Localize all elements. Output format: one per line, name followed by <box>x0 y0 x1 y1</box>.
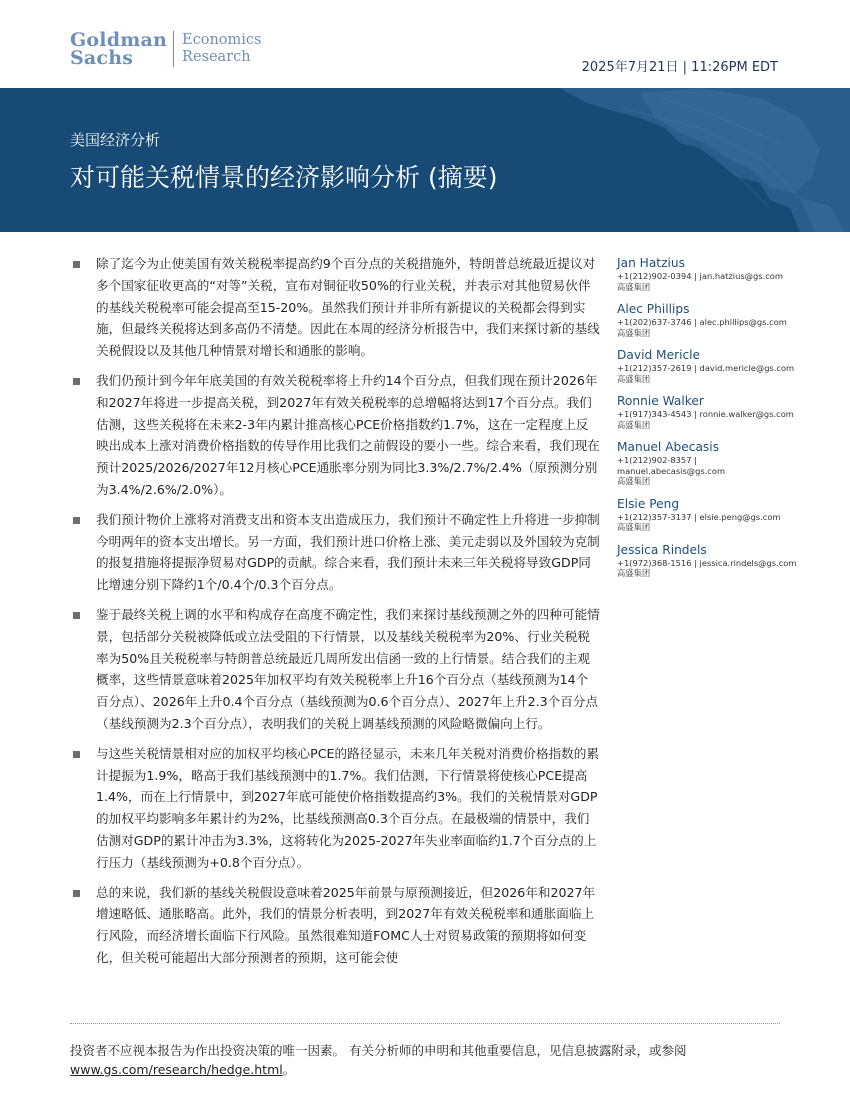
bullet-square-icon <box>73 890 80 897</box>
author-name: Manuel Abecasis <box>617 440 720 454</box>
author-contact[interactable]: +1(202)637-3746 | alec.phillips@gs.com <box>617 317 787 327</box>
bullet-text: 除了迄今为止使美国有效关税税率提高约9个百分点的关税措施外，特朗普总统最近提议对多个国家征收更高的“对等”关税，宣布对铜征收50%的行业关税，并表示对其他贸易伙伴的基线关税税率可能会提高至15-20%。虽然我们预计并非所有新提议的关税都会得到实施，但最终关税将达到多高仍不清楚。因此在本周的经济分析报告中，我们来探讨新的基线关税假设以及其他几种情景对增长和通胀的影响。 <box>96 256 600 359</box>
logo-line1: Goldman <box>70 29 168 51</box>
disclosure-end: 。 <box>282 1062 296 1077</box>
bullet-text: 总的来说，我们新的基线关税假设意味着2025年前景与原预测接近，但2026年和2027年增速略低、通胀略高。此外，我们的情景分析表明，到2027年有效关税税率和通胀面临上行风险，而经济增长面临下行风险。虽然很难知道FOMC人士对贸易政策的预期将如何变化，但关税可能超出大部分预测者的预期，这可能会使 <box>96 884 596 965</box>
bullet-item <box>70 604 600 735</box>
author-name: Ronnie Walker <box>617 394 704 408</box>
logo-line2: Sachs <box>70 47 134 69</box>
bullet-item <box>70 743 600 874</box>
bullet-square-icon <box>73 261 80 268</box>
author-firm: 高盛集团 <box>617 568 651 578</box>
author-list <box>617 255 797 588</box>
bullet-text: 鉴于最终关税上调的水平和构成存在高度不确定性，我们来探讨基线预测之外的四种可能情景，包括部分关税被降低或立法受阻的下行情景，以及基线关税税率为20%、行业关税税率为50%且关税税率与特朗普总统最近几周所发出信函一致的上行情景。结合我们的主观概率，这些情景意味着2025年加权平均有效关税税率上升16个百分点（基线预测为14个百分点）、2026年上升0.4个百分点（基线预测为0.6个百分点）、2027年上升2.3个百分点（基线预测为2.3个百分点），表明我们的关税上调基线预测的风险略微偏向上行。 <box>96 606 600 731</box>
title-banner <box>0 88 850 232</box>
disclosure-link[interactable]: www.gs.com/research/hedge.html <box>70 1062 283 1077</box>
author-contact[interactable]: +1(212)357-2619 | david.mericle@gs.com <box>617 363 795 373</box>
author-name: David Mericle <box>617 348 701 362</box>
bullet-square-icon <box>73 751 80 758</box>
author-firm: 高盛集团 <box>617 373 651 384</box>
summary-bullets <box>70 253 600 977</box>
author-entry <box>617 542 797 579</box>
author-entry <box>617 496 797 533</box>
bullet-item <box>70 882 600 969</box>
author-name: Elsie Peng <box>617 496 680 511</box>
author-firm: 高盛集团 <box>617 419 651 430</box>
unit-line2: Research <box>182 49 251 65</box>
bullet-square-icon <box>73 378 80 385</box>
disclosure-text: 投资者不应视本报告为作出投资决策的唯一因素。 有关分析师的申明和其他重要信息，见信息披露附录，或参阅 <box>70 1043 687 1058</box>
author-firm: 高盛集团 <box>617 522 651 532</box>
bullet-text: 我们仍预计到今年年底美国的有效关税税率将上升约14个百分点，但我们现在预计2026年和2027年将进一步提高关税，到2027年有效关税税率的总增幅将达到17个百分点。我们估测，这些关税将在未来2-3年内累计推高核心PCE价格指数约1.7%，这在一定程度上反映出成本上涨对消费价格指数的传导作用比我们之前假设的要小一些。综合来看，我们现在预计2025/2026/2027年12月核心PCE通胀率分别为同比3.3%/2.7%/2.4%（原预测分别为3.4%/2.6%/2.0%）。 <box>96 372 600 497</box>
bullet-text: 与这些关税情景相对应的加权平均核心PCE的路径显示，未来几年关税对消费价格指数的累计提振为1.9%，略高于我们基线预测中的1.7%。我们估测，下行情景将使核心PCE提高1.4%，而在上行情景中，到2027年底可能使价格指数提高约3%。我们的关税情景对GDP的加权平均影响多年累计约为2%，比基线预测高0.3个百分点。在最极端的情景中，我们估测对GDP的累计冲击为3.3%，这将转化为2025-2027年失业率面临约1.7个百分点的上行压力（基线预测为+0.8个百分点）。 <box>96 745 599 870</box>
report-series: 美国经济分析 <box>70 131 161 149</box>
author-contact[interactable]: +1(972)368-1516 | jessica.rindels@gs.com <box>617 557 797 568</box>
bullet-item <box>70 509 600 596</box>
footer-divider <box>70 1023 780 1024</box>
author-contact[interactable]: +1(917)343-4543 | ronnie.walker@gs.com <box>617 409 794 419</box>
report-dateline: 2025年7月21日 | 11:26PM EDT <box>581 60 778 75</box>
unit-name <box>182 32 261 66</box>
author-contact[interactable]: +1(212)902-8357 | manuel.abecasis@gs.com <box>617 455 726 476</box>
author-entry <box>617 393 797 430</box>
report-title: 对可能关税情景的经济影响分析 (摘要) <box>70 163 498 192</box>
author-entry <box>617 255 797 292</box>
author-firm: 高盛集团 <box>617 327 651 338</box>
disclosure-footer <box>70 1041 790 1079</box>
bullet-square-icon <box>73 517 80 524</box>
author-contact[interactable]: +1(212)357-3137 | elsie.peng@gs.com <box>617 511 781 522</box>
author-contact[interactable]: +1(212)902-0394 | jan.hatzius@gs.com <box>617 271 783 281</box>
author-entry <box>617 301 797 338</box>
logo-divider <box>173 31 174 67</box>
author-firm: 高盛集团 <box>617 281 651 292</box>
author-firm: 高盛集团 <box>617 476 651 486</box>
bullet-square-icon <box>73 612 80 619</box>
author-name: Alec Phillips <box>617 302 690 316</box>
author-entry <box>617 347 797 384</box>
author-entry <box>617 439 797 487</box>
author-name: Jan Hatzius <box>617 256 685 270</box>
bullet-item <box>70 253 600 362</box>
goldman-sachs-logo <box>70 31 261 67</box>
page-header <box>0 0 850 88</box>
unit-line1: Economics <box>182 32 262 48</box>
bullet-text: 我们预计物价上涨将对消费支出和资本支出造成压力，我们预计不确定性上升将进一步抑制今明两年的资本支出增长。另一方面，我们预计进口价格上涨、美元走弱以及外国较为克制的报复措施将提振净贸易对GDP的贡献。综合来看，我们预计未来三年关税将导致GDP同比增速分别下降约1个/0.4个/0.3个百分点。 <box>96 511 600 593</box>
author-name: Jessica Rindels <box>617 542 707 557</box>
bullet-item <box>70 370 600 501</box>
logo-wordmark <box>70 31 167 67</box>
